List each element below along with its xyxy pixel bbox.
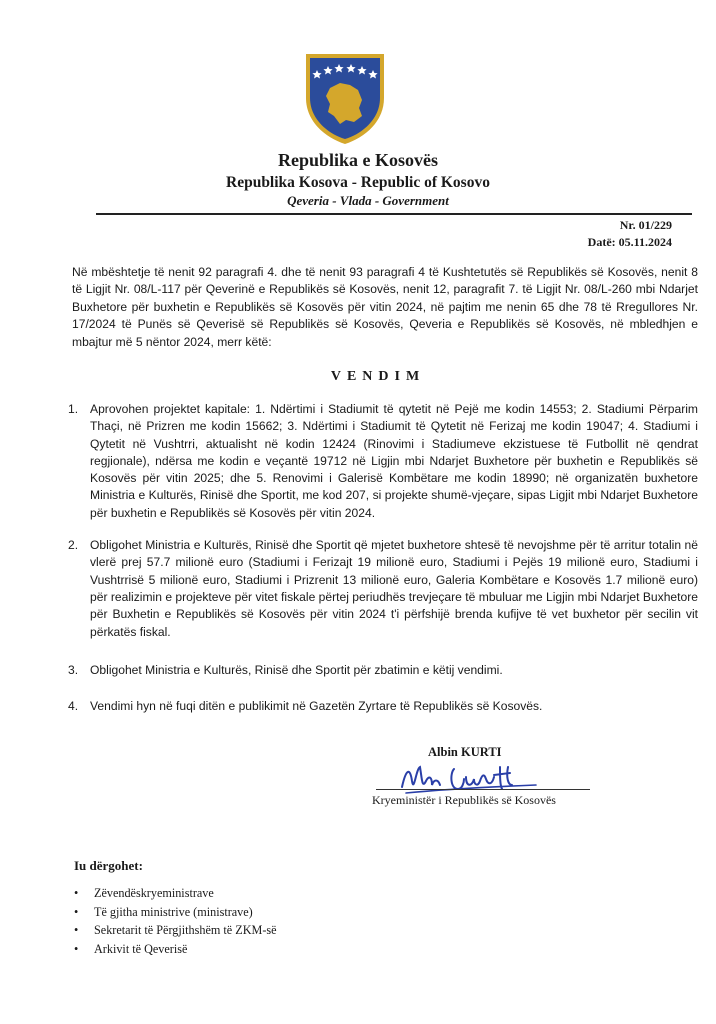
- item-text: Vendimi hyn në fuqi ditën e publikimit në Gazetën Zyrtare të Republikës së Kosovës.: [90, 699, 543, 714]
- recipient: Arkivit të Qeverisë: [94, 941, 188, 956]
- decision-item: [66, 662, 698, 679]
- bullet-icon: •: [74, 886, 79, 900]
- header-republic-multilingual: Republika Kosova - Republic of Kosovo: [226, 174, 490, 191]
- item-number: 3.: [68, 662, 79, 677]
- item-text: Aprovohen projektet kapitale: 1. Ndërtimi i Stadiumit të qytetit në Pejë me kodin 14553; 2. Stadiumi Përparim Thaçi, në Prizren me kodin 15662; 3. Ndërtimi i Stadiumit të Qytetit në Ferizaj me kodin 19047; 4. Stadiumi i Qytetit në Vushtrri, aktualisht në kodin 12424 (Rinovimi i Stadiumeve ekzistuese të Futbollit në qendrat regjionale), ndërsa me kodin e veçantë 19712 në Ligjin mbi Ndarjet Buxhetore për buxhetin e Republikës së Kosovës për vitin 2025; dhe 5. Renovimi i Galerisë Kombëtare me kodin 18990; në organizatën buxhetore Ministria e Kulturës, Rinisë dhe Sportit, me kod 207, si projekte shumë-vjeçare, sipas Ligjit mbi Ndarjet Buxhetore për buxhetin e Republikës së Kosovës për vitin 2024.: [90, 402, 698, 520]
- recipient: Zëvendëskryeministrave: [94, 886, 214, 900]
- bullet-icon: •: [74, 923, 79, 937]
- item-text: Obligohet Ministria e Kulturës, Rinisë dhe Sportit që mjetet buxhetore shtesë të nevojshme për të arritur totalin në vlerë prej 57.7 milionë euro (Stadiumi i Ferizajt 19 milionë euro, Stadiumi i Pejës 19 milionë euro, Stadiumi i Vushtrrisë 5 milionë euro, Stadiumi i Prizrenit 13 milionë euro, Galeria Kombëtare e Kosovës 1.7 milionë euro) për realizimin e projekteve për vitet fiskale përtej periudhës trevjeçare të mbuluar me Ligjin mbi Ndarjet Buxhetore për Buxhetin e Republikës së Kosovës për vitin 2024 t'i përfshijë brenda kufijve të vet buxhetor për secilin vit përkatës fiskal.: [90, 538, 698, 639]
- item-number: 4.: [68, 699, 79, 714]
- decision-number: Nr. 01/229: [619, 218, 672, 232]
- decision-items: [66, 401, 698, 715]
- recipient: Sekretarit të Përgjithshëm të ZKM-së: [94, 923, 277, 937]
- decision-item: [66, 401, 698, 522]
- document-title: VENDIM: [330, 369, 426, 384]
- decision-item: [66, 537, 698, 641]
- header-government: Qeveria - Vlada - Government: [287, 193, 449, 208]
- header-republic-albanian: Republika e Kosovës: [277, 150, 439, 170]
- decision-date: Datë: 05.11.2024: [587, 235, 672, 249]
- distribution-item: [74, 940, 277, 959]
- item-number: 2.: [68, 538, 79, 553]
- intro-paragraph: Në mbështetje të nenit 92 paragrafi 4. dhe të nenit 93 paragrafi 4 të Kushtetutës së Republikës së Kosovës, nenit 8 të Ligjit Nr. 08/L-117 për Qeverinë e Republikës së Kosovës, nenit 12, paragrafit 7. të Ligjit Nr. 08/L-260 mbi Ndarjet Buxhetore për buxhetin e Republikës së Kosovës për vitin 2024, në pajtim me nenin 65 dhe 78 të Rregullores Nr. 17/2024 të Punës së Qeverisë së Republikës së Kosovës, Qeveria e Republikës së Kosovës, në mbledhjen e mbajtur më 5 nëntor 2024, merr këtë:: [72, 265, 698, 349]
- signature-line: [376, 789, 590, 790]
- bullet-icon: •: [74, 904, 79, 919]
- kosovo-coat-of-arms-icon: [300, 50, 390, 146]
- distribution-item: [74, 921, 277, 940]
- distribution-item: [74, 884, 277, 903]
- distribution-title: Iu dërgohet:: [74, 858, 143, 873]
- signer-name: Albin KURTI: [428, 745, 502, 759]
- decision-item: [66, 698, 698, 715]
- recipient: Të gjitha ministrive (ministrave): [94, 904, 253, 919]
- distribution-list: [74, 884, 277, 958]
- signer-role: Kryeministër i Republikës së Kosovës: [372, 793, 556, 807]
- distribution-item: [74, 903, 277, 922]
- bullet-icon: •: [74, 941, 79, 956]
- header-divider: [96, 213, 692, 215]
- item-text: Obligohet Ministria e Kulturës, Rinisë dhe Sportit për zbatimin e këtij vendimi.: [90, 662, 503, 677]
- item-number: 1.: [68, 402, 79, 416]
